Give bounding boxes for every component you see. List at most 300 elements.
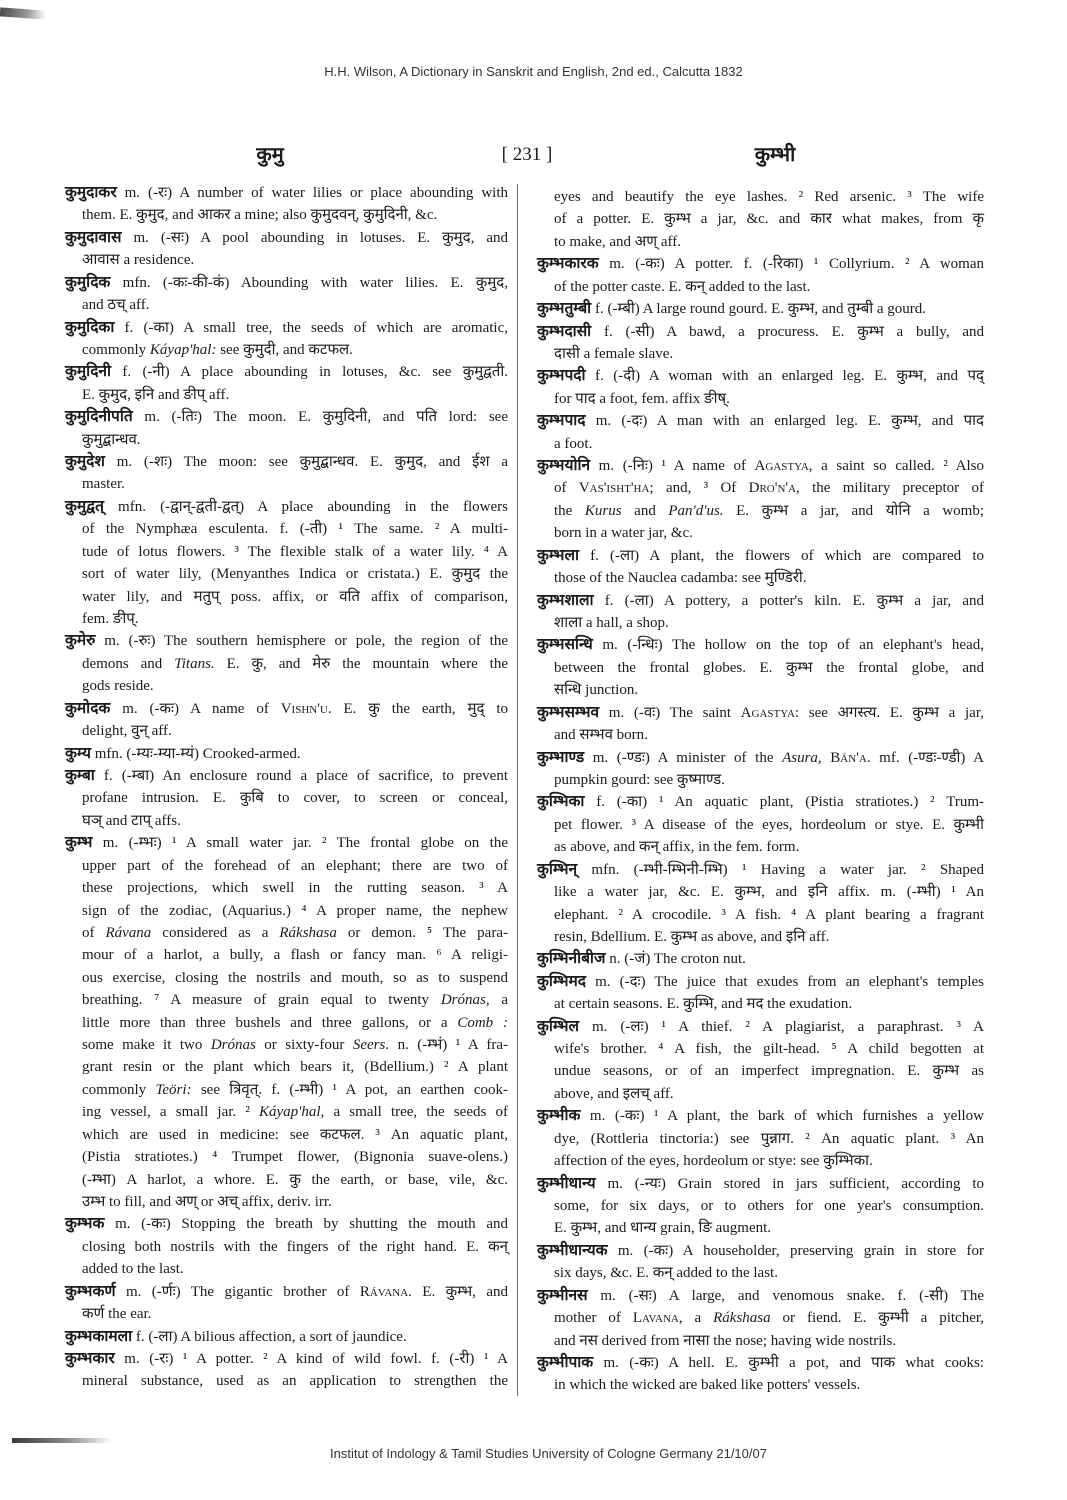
entry-text: mfn. (-द्वान्-द्वती-द्वत्) A place abounding in the flowers bbox=[103, 498, 508, 515]
headword: कुम्भिन् bbox=[537, 860, 578, 878]
dictionary-entry bbox=[537, 1173, 984, 1240]
entry-text: tude of lotus flowers. ³ The flexible stalk of a water lily. ⁴ A bbox=[82, 543, 508, 560]
entry-line bbox=[65, 922, 508, 944]
entry-text: दासी a female slave. bbox=[554, 345, 674, 362]
entry-text: dye, (Rottleria tinctoria:) see पुन्नाग. ² An aquatic plant. ³ An bbox=[554, 1130, 984, 1147]
small-caps-name: Dro'n'a, bbox=[748, 480, 800, 497]
entry-line bbox=[537, 859, 984, 881]
entry-line bbox=[537, 365, 984, 387]
entry-text: of the potter caste. E. कन् added to the last. bbox=[554, 278, 811, 295]
entry-text: m. (-सः) A pool abounding in lotuses. E. कुमुद, and bbox=[121, 229, 508, 246]
entry-line bbox=[65, 698, 508, 720]
dictionary-entry bbox=[65, 630, 508, 697]
entry-line bbox=[65, 1034, 508, 1056]
entry-line bbox=[537, 1060, 984, 1082]
entry-line bbox=[65, 518, 508, 540]
entry-line bbox=[65, 1191, 508, 1213]
entry-line bbox=[65, 653, 508, 675]
entry-text: and, ³ Of bbox=[653, 480, 749, 497]
entry-text: as above, and कन् affix, in the fem. form. bbox=[554, 839, 800, 856]
entry-text: m. (-कः) A name of bbox=[110, 700, 281, 717]
small-caps-name: Lavana, bbox=[632, 1310, 683, 1327]
entry-line bbox=[537, 724, 984, 746]
dictionary-entry bbox=[65, 1281, 508, 1326]
entry-line bbox=[65, 272, 508, 294]
italic-text: Teöri: bbox=[155, 1081, 192, 1098]
scan-smudge-top bbox=[0, 7, 46, 19]
headword: कुमुदेश bbox=[65, 453, 105, 471]
entry-line bbox=[537, 455, 984, 477]
entry-line bbox=[537, 208, 984, 230]
entry-line bbox=[65, 1169, 508, 1191]
entry-text: commonly bbox=[82, 341, 150, 358]
source-header: H.H. Wilson, A Dictionary in Sanskrit and English, 2nd ed., Calcutta 1832 bbox=[324, 64, 743, 79]
entry-text: the bbox=[554, 502, 585, 519]
entry-line bbox=[537, 1285, 984, 1307]
entry-text: sort of water lily, (Menyanthes Indica or cristata.) E. कुमुद the bbox=[82, 566, 508, 583]
dictionary-entry bbox=[65, 765, 508, 832]
entry-text: f. (-ला) A pottery, a potter's kiln. E. कुम्भ a jar, and bbox=[593, 592, 984, 609]
dictionary-entry bbox=[537, 971, 984, 1016]
entry-text: which are used in medicine: see कटफल. ³ An aquatic plant, bbox=[82, 1126, 508, 1143]
dictionary-entry bbox=[537, 1105, 984, 1172]
entry-line bbox=[65, 810, 508, 832]
headword: कुमुदिनीपति bbox=[65, 408, 133, 426]
dictionary-entry bbox=[65, 317, 508, 362]
italic-text: Káyap'hal, bbox=[258, 1104, 325, 1121]
headword: कुम्य bbox=[65, 744, 91, 762]
italic-text: Káyap'hal: bbox=[149, 341, 217, 358]
entry-text: E. कु, and मेरु the mountain where the bbox=[214, 655, 509, 672]
entry-line bbox=[537, 186, 984, 208]
headword: कुम्भीक bbox=[537, 1107, 581, 1125]
italic-text: Rákshasa bbox=[713, 1310, 771, 1327]
entry-text: ous exercise, closing the nostrils and mouth, so as to suspend bbox=[82, 969, 508, 986]
entry-text: m. (-ण्डः) A minister of the bbox=[584, 749, 783, 766]
entry-text: affection of the eyes, hordeolum or stye: see कुम्भिका. bbox=[554, 1153, 873, 1170]
headword: कुम्भीनस bbox=[537, 1286, 588, 1304]
entry-line bbox=[65, 877, 508, 899]
entry-text: in which the wicked are baked like potters' vessels. bbox=[554, 1377, 861, 1394]
dictionary-entry bbox=[537, 1352, 984, 1397]
entry-line bbox=[65, 563, 508, 585]
dictionary-entry bbox=[537, 590, 984, 635]
entry-text: a saint so called. ² Also bbox=[812, 458, 984, 475]
entry-text: f. (-नी) A place abounding in lotuses, &c. see कुमुद्वती. bbox=[111, 364, 508, 381]
italic-text: Comb : bbox=[457, 1014, 508, 1031]
entry-text: m. (-दः) The juice that exudes from an elephant's temples bbox=[585, 973, 984, 990]
entry-line bbox=[537, 1038, 984, 1060]
dictionary-entry bbox=[537, 410, 984, 455]
headword: कुम्भसम्भव bbox=[537, 703, 600, 721]
entry-text: a small tree, the seeds of bbox=[324, 1104, 508, 1121]
headword: कुम्भीधान्य bbox=[537, 1174, 596, 1192]
headword: कुमेरु bbox=[65, 632, 96, 650]
entry-line bbox=[537, 634, 984, 656]
dictionary-entry bbox=[65, 832, 508, 1213]
small-caps-name: Agastya, bbox=[754, 458, 813, 475]
entry-text: mfn. (-कः-की-कं) Abounding with water lilies. E. कुमुद, bbox=[110, 274, 508, 291]
headword: कुम्भदासी bbox=[537, 322, 592, 340]
headword: कुम्भिल bbox=[537, 1017, 579, 1035]
entry-line bbox=[537, 231, 984, 253]
entry-text: see त्रिवृत्. f. (-म्भी) ¹ A pot, an earthen cook- bbox=[191, 1081, 508, 1098]
entry-text: कुमुद्बान्धव. bbox=[82, 431, 141, 448]
entry-line bbox=[65, 1146, 508, 1168]
dictionary-entry bbox=[65, 361, 508, 406]
headword: कुम्भकर्ण bbox=[65, 1282, 116, 1300]
entry-text: (Pistia stratiotes.) ⁴ Trumpet flower, (Bignonia suave-olens.) bbox=[82, 1149, 508, 1166]
entry-text: born in a water jar, &c. bbox=[554, 525, 693, 542]
entry-line bbox=[537, 679, 984, 701]
dictionary-entry bbox=[537, 186, 984, 253]
entry-text: ing vessel, a small jar. ² bbox=[82, 1104, 259, 1121]
entry-text: little more than three bushels and three gallons, or a bbox=[82, 1014, 458, 1031]
entry-text: sign of the zodiac, (Aquarius.) ⁴ A proper name, the nephew bbox=[82, 902, 508, 919]
entry-line bbox=[537, 590, 984, 612]
entry-text: शाला a hall, a shop. bbox=[554, 615, 669, 632]
entry-text: m. (-रः) A number of water lilies or place abounding with bbox=[116, 185, 508, 201]
headword: कुम्भकारक bbox=[537, 255, 599, 273]
entry-line bbox=[65, 541, 508, 563]
headword: कुमुदिनी bbox=[65, 363, 112, 381]
dictionary-entry bbox=[65, 227, 508, 272]
entry-text: m. (-कः) Stopping the breath by shutting the mouth and bbox=[104, 1216, 508, 1233]
entry-line bbox=[65, 1056, 508, 1078]
entry-text: a bbox=[682, 1310, 714, 1327]
entry-text: m. (-निः) ¹ A name of bbox=[590, 458, 755, 475]
entry-line bbox=[537, 657, 984, 679]
entry-line bbox=[65, 630, 508, 652]
entry-text: m. (-म्भः) ¹ A small water jar. ² The frontal globe on the bbox=[92, 835, 508, 852]
entry-text: pet flower. ³ A disease of the eyes, hordeolum or stye. E. कुम्भी bbox=[554, 816, 984, 833]
entry-text: mour of a harlot, a bully, a flash or fancy man. ⁶ A religi- bbox=[82, 947, 508, 964]
headword: कुम्भपदी bbox=[537, 367, 586, 385]
entry-text: m. (-शः) The moon: see कुमुद्बान्धव. E. कुमुद, and ईश a bbox=[104, 454, 508, 471]
dictionary-entry bbox=[65, 1348, 508, 1393]
entry-text: fem. ङीप्. bbox=[82, 611, 139, 628]
entry-text: m. (-तिः) The moon. E. कुमुदिनी, and पति lord: see bbox=[132, 409, 508, 426]
entry-line bbox=[537, 747, 984, 769]
dictionary-entry bbox=[537, 702, 984, 747]
right-column bbox=[537, 186, 984, 1397]
entry-text: m. (-सः) A large, and venomous snake. f. (-सी) The bbox=[587, 1287, 984, 1304]
entry-text: breathing. ⁷ A measure of grain equal to twenty bbox=[82, 992, 441, 1009]
italic-text: Titans. bbox=[174, 655, 215, 672]
entry-line bbox=[65, 1079, 508, 1101]
entry-text: see कुमुदी, and कटफल. bbox=[216, 341, 353, 358]
scan-smudge-bottom bbox=[12, 1438, 112, 1443]
entry-line bbox=[537, 993, 984, 1015]
entry-line bbox=[65, 339, 508, 361]
headword: कुमुदावास bbox=[65, 228, 122, 246]
entry-line bbox=[537, 1307, 984, 1329]
entry-text: resin, Bdellium. E. कुम्भ as above, and इनि aff. bbox=[554, 928, 830, 945]
entry-line bbox=[65, 1348, 508, 1370]
headword: कुम्भिमद bbox=[537, 972, 586, 990]
entry-line bbox=[65, 294, 508, 316]
italic-text: Pan'd'us. bbox=[668, 502, 724, 519]
entry-text: f. (-दी) A woman with an enlarged leg. E. कुम्भ, and पद् bbox=[585, 368, 984, 385]
entry-text: उम्भ to fill, and अण् or अच् affix, deriv. irr. bbox=[82, 1193, 332, 1210]
entry-line bbox=[537, 1173, 984, 1195]
entry-line bbox=[537, 522, 984, 544]
entry-text: E. कु the earth, मुद् to bbox=[331, 700, 508, 717]
headword: कुमुदिका bbox=[65, 318, 115, 336]
entry-text: like a water jar, &c. E. कुम्भ, and इनि affix. m. (-म्भी) ¹ An bbox=[554, 884, 984, 901]
headword: कुम्भयोनि bbox=[537, 457, 591, 475]
entry-line bbox=[65, 1101, 508, 1123]
entry-line bbox=[65, 1370, 508, 1392]
entry-text: m. (-न्यः) Grain stored in jars sufficient, according to bbox=[595, 1175, 984, 1192]
entry-line bbox=[537, 1330, 984, 1352]
entry-text: कर्ण the ear. bbox=[82, 1306, 152, 1323]
entry-text: m. (-र्णः) The gigantic brother of bbox=[115, 1283, 360, 1300]
dictionary-entry bbox=[65, 743, 508, 765]
entry-line bbox=[537, 1105, 984, 1127]
entry-text: upper part of the forehead of an elephant; there are two of bbox=[82, 857, 508, 874]
entry-text: them. E. कुमुद, and आकर a mine; also कुमुदवन्, कुमुदिनी, &c. bbox=[82, 207, 438, 224]
entry-line bbox=[537, 276, 984, 298]
italic-text: Drónas, bbox=[440, 992, 490, 1009]
entry-text: and bbox=[621, 502, 669, 519]
small-caps-name: Bán'a. bbox=[830, 749, 871, 766]
entry-text: a bbox=[489, 992, 508, 1009]
entry-text: m. (-न्धिः) The hollow on the top of an elephant's head, bbox=[592, 637, 984, 654]
entry-line bbox=[65, 317, 508, 339]
entry-line bbox=[537, 1240, 984, 1262]
headword: कुम्भकामला bbox=[65, 1327, 133, 1345]
entry-line bbox=[537, 1195, 984, 1217]
dictionary-entry bbox=[537, 253, 984, 298]
entry-text: m. (-वः) The saint bbox=[599, 704, 741, 721]
entry-text: m. (-लः) ¹ A thief. ² A plagiarist, a paraphrast. ³ A bbox=[578, 1018, 984, 1035]
entry-line bbox=[537, 298, 984, 320]
headword: कुमोदक bbox=[65, 699, 111, 717]
entry-line bbox=[537, 1262, 984, 1284]
small-caps-name: Agastya: bbox=[740, 704, 800, 721]
dictionary-entry bbox=[65, 496, 508, 631]
entry-line bbox=[65, 855, 508, 877]
entry-text: between the frontal globes. E. कुम्भ the frontal globe, and bbox=[554, 659, 984, 676]
dictionary-entry bbox=[65, 272, 508, 317]
entry-text: water lily, and मतुप् poss. affix, or वति affix of comparison, bbox=[82, 588, 508, 605]
entry-line bbox=[65, 989, 508, 1011]
column-divider bbox=[517, 184, 518, 1396]
entry-line bbox=[65, 1303, 508, 1325]
headword: कुमुद्वत् bbox=[65, 497, 104, 515]
entry-line bbox=[65, 451, 508, 473]
entry-text: six days, &c. E. कन् added to the last. bbox=[554, 1265, 778, 1282]
dictionary-entry bbox=[65, 182, 508, 227]
footer-credit: Institut of Indology & Tamil Studies University of Cologne Germany 21/10/07 bbox=[330, 1446, 767, 1461]
entry-text: of the Nymphæa esculenta. f. (-ती) ¹ The same. ² A multi- bbox=[82, 521, 508, 538]
dictionary-entry bbox=[65, 451, 508, 496]
entry-text: of a potter. E. कुम्भ a jar, &c. and कार what makes, from कृ bbox=[554, 211, 984, 228]
headword: कुम्भिनीबीज bbox=[537, 950, 606, 968]
entry-line bbox=[537, 769, 984, 791]
entry-text: of bbox=[554, 480, 579, 497]
dictionary-entry bbox=[537, 1240, 984, 1285]
entry-text: and सम्भव born. bbox=[554, 727, 648, 744]
entry-line bbox=[537, 836, 984, 858]
headword: कुमुदाकर bbox=[65, 184, 117, 201]
italic-text: Kurus bbox=[584, 502, 622, 519]
entry-line bbox=[65, 586, 508, 608]
small-caps-name: Vas'isht'ha; bbox=[578, 480, 654, 497]
entry-line bbox=[537, 433, 984, 455]
entry-text: (-म्भा) A harlot, a whore. E. कु the earth, or base, vile, &c. bbox=[82, 1171, 508, 1188]
entry-line bbox=[65, 900, 508, 922]
dictionary-entry bbox=[65, 1213, 508, 1280]
entry-line bbox=[537, 1128, 984, 1150]
entry-text: mfn. (-म्भी-म्भिनी-म्भि) ¹ Having a water jar. ² Shaped bbox=[577, 861, 984, 878]
entry-line bbox=[537, 612, 984, 634]
entry-text: f. (-सी) A bawd, a procuress. E. कुम्भ a bully, and bbox=[591, 323, 984, 340]
entry-text: those of the Nauclea cadamba: see मुण्डिरी. bbox=[554, 570, 807, 587]
entry-text: considered as a bbox=[151, 924, 280, 941]
headword: कुमुदिक bbox=[65, 273, 111, 291]
entry-line bbox=[65, 227, 508, 249]
entry-text: m. (-कः) A potter. f. (-रिका) ¹ Collyrium. ² A woman bbox=[598, 256, 984, 273]
entry-text: m. (-कः) A hell. E. कुम्भी a pot, and पाक what cooks: bbox=[593, 1354, 984, 1371]
running-head-left: कुमु bbox=[256, 144, 284, 166]
entry-line bbox=[65, 944, 508, 966]
entry-text: आवास a residence. bbox=[82, 252, 195, 269]
entry-text: delight, वुन् aff. bbox=[82, 723, 172, 740]
entry-text: mineral substance, used as an application to strengthen the bbox=[82, 1373, 508, 1390]
entry-line bbox=[537, 253, 984, 275]
headword: कुम्भिका bbox=[537, 793, 585, 811]
entry-text: E. कुम्भ, and bbox=[411, 1283, 508, 1300]
entry-text: see अगस्त्य. E. कुम्भ a jar, bbox=[799, 704, 984, 721]
left-column bbox=[65, 182, 508, 1393]
headword: कुम्भतुम्बी bbox=[537, 300, 592, 318]
headword: कुम्भीधान्यक bbox=[537, 1241, 608, 1259]
dictionary-entry bbox=[537, 859, 984, 949]
entry-text: some, for six days, or to others for one year's consumption. bbox=[554, 1197, 984, 1214]
entry-text: or fiend. E. कुम्भी a pitcher, bbox=[770, 1310, 984, 1327]
entry-text: E. कुम्भ a jar, and योनि a womb; bbox=[723, 502, 984, 519]
headword: कुम्भपाद bbox=[537, 412, 586, 430]
entry-line bbox=[65, 967, 508, 989]
headword: कुम्भीपाक bbox=[537, 1353, 594, 1371]
entry-text: mfn. (-म्यः-म्या-म्यं) Crooked-armed. bbox=[90, 745, 301, 762]
entry-text: E. कुमुद, इनि and ङीप् aff. bbox=[82, 386, 230, 403]
entry-text: for पाद a foot, fem. affix ङीष्. bbox=[554, 390, 730, 407]
entry-text: grant resin or the plant which bears it, (Bdellium.) ² A plant bbox=[82, 1059, 508, 1076]
entry-line bbox=[537, 321, 984, 343]
entry-line bbox=[65, 765, 508, 787]
entry-text: the military preceptor of bbox=[799, 480, 984, 497]
entry-text: pumpkin gourd: see कुष्माण्ड. bbox=[554, 771, 725, 788]
entry-text: commonly bbox=[82, 1081, 156, 1098]
dictionary-entry bbox=[65, 1326, 508, 1348]
entry-text: gods reside. bbox=[82, 678, 154, 695]
italic-text: Rákshasa bbox=[279, 924, 337, 941]
dictionary-entry bbox=[65, 698, 508, 743]
entry-text: some make it two bbox=[82, 1037, 211, 1054]
entry-text: wife's brother. ⁴ A fish, the gilt-head. ⁵ A child begotten at bbox=[554, 1041, 984, 1058]
entry-text: f. (-का) A small tree, the seeds of which are aromatic, bbox=[114, 319, 508, 336]
entry-line bbox=[537, 1374, 984, 1396]
entry-text: master. bbox=[82, 476, 125, 493]
headword: कुम्भ bbox=[65, 834, 93, 852]
entry-text: and नस derived from नासा the nose; having wide nostrils. bbox=[554, 1332, 897, 1349]
entry-line bbox=[537, 410, 984, 432]
entry-line bbox=[537, 567, 984, 589]
entry-text: n. (-म्भं) ¹ A fra- bbox=[389, 1037, 508, 1054]
dictionary-entry bbox=[537, 298, 984, 320]
entry-text: eyes and beautify the eye lashes. ² Red arsenic. ³ The wife bbox=[554, 189, 984, 205]
entry-text: m. (-रुः) The southern hemisphere or pole, the region of the bbox=[95, 633, 508, 650]
dictionary-entry bbox=[537, 1016, 984, 1106]
headword: कुम्भसन्धि bbox=[537, 636, 593, 654]
dictionary-entry bbox=[537, 545, 984, 590]
entry-line bbox=[537, 814, 984, 836]
entry-text: profane intrusion. E. कुबि to cover, to screen or conceal, bbox=[82, 790, 508, 807]
entry-line bbox=[65, 1326, 508, 1348]
entry-text: f. (-का) ¹ An aquatic plant, (Pistia stratiotes.) ² Trum- bbox=[584, 794, 984, 811]
entry-line bbox=[537, 971, 984, 993]
dictionary-entry bbox=[65, 406, 508, 451]
headword: कुम्भशाला bbox=[537, 591, 594, 609]
entry-line bbox=[65, 473, 508, 495]
entry-text: elephant. ² A crocodile. ³ A fish. ⁴ A plant bearing a fragrant bbox=[554, 906, 984, 923]
entry-line bbox=[65, 406, 508, 428]
entry-text: m. (-कः) A householder, preserving grain in store for bbox=[607, 1242, 984, 1259]
entry-line bbox=[537, 791, 984, 813]
entry-text: these projections, which swell in the rutting season. ³ A bbox=[82, 880, 508, 897]
small-caps-name: Vishn'u. bbox=[280, 700, 332, 717]
entry-text: above, and इलच् aff. bbox=[554, 1085, 674, 1102]
entry-line bbox=[537, 477, 984, 499]
entry-line bbox=[65, 496, 508, 518]
entry-line bbox=[65, 675, 508, 697]
headword: कुम्भाण्ड bbox=[537, 748, 585, 766]
dictionary-entry bbox=[537, 1285, 984, 1352]
entry-line bbox=[65, 384, 508, 406]
entry-text: to make, and अण् aff. bbox=[554, 233, 681, 250]
entry-line bbox=[537, 948, 984, 970]
italic-text: Asura, bbox=[782, 749, 822, 766]
entry-line bbox=[65, 1258, 508, 1280]
entry-line bbox=[65, 429, 508, 451]
entry-line bbox=[65, 1012, 508, 1034]
entry-line bbox=[537, 1150, 984, 1172]
entry-text: at certain seasons. E. कुम्भि, and मद the exudation. bbox=[554, 996, 853, 1013]
entry-line bbox=[65, 1213, 508, 1235]
entry-line bbox=[537, 500, 984, 522]
italic-text: Drónas bbox=[210, 1037, 256, 1054]
headword: कुम्भकार bbox=[65, 1349, 115, 1367]
entry-text: closing both nostrils with the fingers of the right hand. E. कन् bbox=[82, 1238, 508, 1255]
entry-text: or sixty-four bbox=[255, 1037, 353, 1054]
headword: कुम्भला bbox=[537, 546, 579, 564]
entry-line bbox=[65, 743, 508, 765]
entry-text: mother of bbox=[554, 1310, 633, 1327]
headword: कुम्बा bbox=[65, 766, 95, 784]
entry-text: f. (-ला) A bilious affection, a sort of jaundice. bbox=[132, 1328, 407, 1345]
entry-line bbox=[65, 1124, 508, 1146]
entry-line bbox=[537, 388, 984, 410]
entry-text: n. (-जं) The croton nut. bbox=[605, 951, 746, 968]
entry-line bbox=[537, 926, 984, 948]
dictionary-entry bbox=[537, 791, 984, 858]
entry-line bbox=[65, 787, 508, 809]
entry-line bbox=[65, 720, 508, 742]
dictionary-entry bbox=[537, 365, 984, 410]
